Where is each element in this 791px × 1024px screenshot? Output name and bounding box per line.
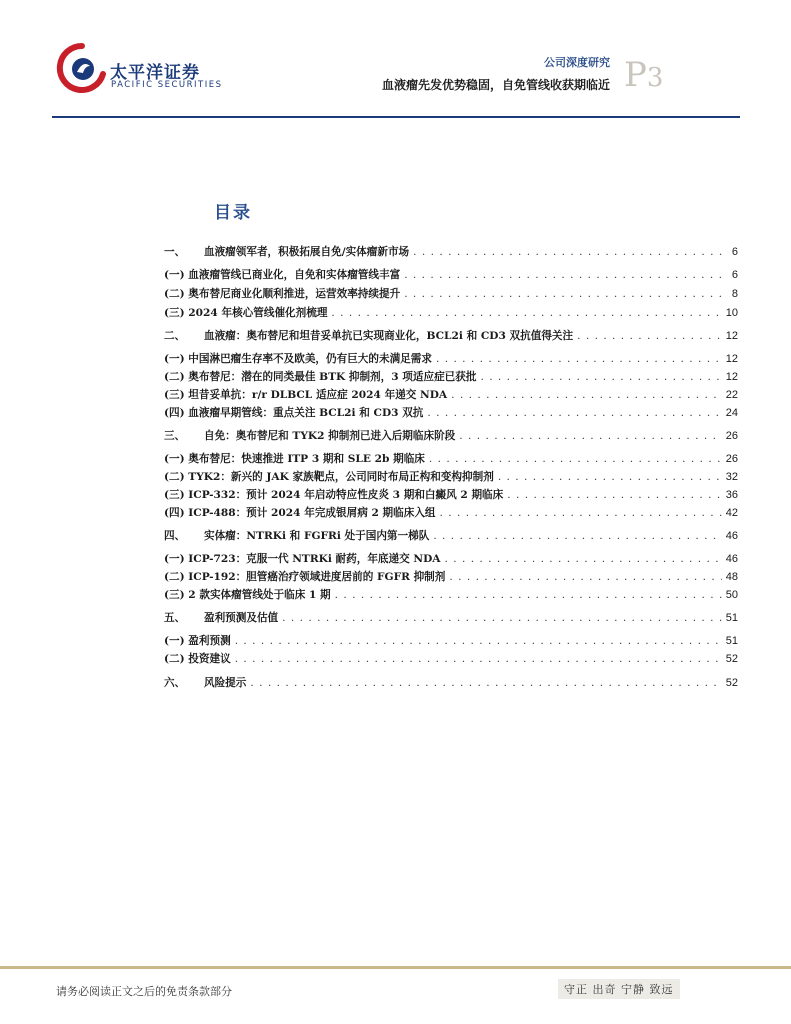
toc-page-number: 12 <box>725 353 738 365</box>
toc-entry[interactable] <box>164 587 738 605</box>
toc-leader-dots <box>459 430 721 442</box>
toc-page-number: 12 <box>725 330 738 342</box>
toc-entry-title: 实体瘤：NTRKi 和 FGFRi 处于国内第一梯队 <box>204 530 430 542</box>
toc-leader-dots <box>235 635 722 647</box>
toc-leader-dots <box>440 507 722 519</box>
toc-page-number: 24 <box>725 407 738 419</box>
toc-entry-title: (四) ICP-488：预计 2024 年完成银屑病 2 期临床入组 <box>164 507 436 519</box>
toc-leader-dots <box>235 653 722 665</box>
toc-entry[interactable] <box>164 387 738 405</box>
toc-heading: 目录 <box>214 203 252 223</box>
toc-leader-dots <box>577 330 722 342</box>
toc-entry[interactable] <box>164 551 738 569</box>
toc-page-number: 42 <box>725 507 738 519</box>
toc-entry-title: (三) 坦昔妥单抗：r/r DLBCL 适应症 2024 年递交 NDA <box>164 389 448 401</box>
toc-entry[interactable] <box>164 610 738 628</box>
toc-entry-title: (一) ICP-723：克服一代 NTRKi 耐药，年底递交 NDA <box>164 553 441 565</box>
toc-page-number: 32 <box>725 471 738 483</box>
toc-page-number: 22 <box>725 389 738 401</box>
toc-page-number: 51 <box>725 635 738 647</box>
toc-entry[interactable] <box>164 351 738 369</box>
toc-entry-title: 风险提示 <box>204 677 247 689</box>
toc-leader-dots <box>404 269 728 281</box>
toc-leader-dots <box>451 389 722 401</box>
toc-entry-title: (一) 血液瘤管线已商业化，自免和实体瘤管线丰富 <box>164 269 401 281</box>
report-type: 公司深度研究 <box>544 56 610 69</box>
toc-leader-dots <box>250 677 721 689</box>
toc-entry-title: 血液瘤领军者，积极拓展自免/实体瘤新市场 <box>204 246 410 258</box>
toc-entry[interactable] <box>164 569 738 587</box>
toc-entry[interactable] <box>164 505 738 523</box>
toc-entry[interactable] <box>164 286 738 304</box>
footer-divider <box>0 966 791 969</box>
report-title: 血液瘤先发优势稳固，自免管线收获期临近 <box>381 78 610 92</box>
toc-page-number: 8 <box>731 288 738 300</box>
toc-leader-dots <box>429 453 722 465</box>
page-number: 3 <box>646 63 664 93</box>
toc-entry-title: (三) ICP-332：预计 2024 年启动特应性皮炎 3 期和白癜风 2 期临床 <box>164 489 504 501</box>
toc-page-number: 26 <box>725 453 738 465</box>
footer-motto: 守正 出奇 宁静 致远 <box>558 979 680 999</box>
toc-entry-title: (二) ICP-192：胆管癌治疗领域进度居前的 FGFR 抑制剂 <box>164 571 446 583</box>
toc-entry-title: (一) 中国淋巴瘤生存率不及欧美，仍有巨大的未满足需求 <box>164 353 432 365</box>
toc-entry[interactable] <box>164 633 738 651</box>
footer-disclaimer: 请务必阅读正文之后的免责条款部分 <box>56 985 232 998</box>
toc-leader-dots <box>404 288 728 300</box>
toc-leader-dots <box>436 353 722 365</box>
toc-entry[interactable] <box>164 451 738 469</box>
toc-leader-dots <box>507 489 722 501</box>
toc-page-number: 26 <box>725 430 738 442</box>
toc-section-number: 四、 <box>164 530 186 542</box>
toc-page-number: 52 <box>725 653 738 665</box>
toc-leader-dots <box>427 407 721 419</box>
toc-entry[interactable] <box>164 244 738 262</box>
page-header <box>0 0 791 120</box>
toc-page-number: 46 <box>725 553 738 565</box>
toc-entry[interactable] <box>164 428 738 446</box>
toc-section-number: 六、 <box>164 677 186 689</box>
toc-entry-title: (一) 盈利预测 <box>164 635 231 647</box>
toc-entry-title: 血液瘤：奥布替尼和坦昔妥单抗已实现商业化，BCL2i 和 CD3 双抗值得关注 <box>204 330 574 342</box>
toc-page-number: 10 <box>725 307 738 319</box>
pacific-securities-logo-icon <box>56 42 108 94</box>
logo-chinese-name: 太平洋证券 <box>110 63 200 83</box>
toc-page-number: 48 <box>725 571 738 583</box>
toc-page-number: 12 <box>725 371 738 383</box>
toc-page-number: 6 <box>731 269 738 281</box>
page-letter: P <box>624 55 647 95</box>
toc-section-number: 五、 <box>164 612 186 624</box>
toc-entry[interactable] <box>164 328 738 346</box>
toc-entry-title: (三) 2 款实体瘤管线处于临床 1 期 <box>164 589 331 601</box>
header-divider <box>52 116 740 118</box>
toc-entry[interactable] <box>164 487 738 505</box>
toc-section-number: 三、 <box>164 430 186 442</box>
toc-leader-dots <box>449 571 721 583</box>
toc-entry-title: (四) 血液瘤早期管线：重点关注 BCL2i 和 CD3 双抗 <box>164 407 424 419</box>
toc-entry[interactable] <box>164 369 738 387</box>
toc-entry[interactable] <box>164 528 738 546</box>
toc-entry-title: 自免：奥布替尼和 TYK2 抑制剂已进入后期临床阶段 <box>204 430 456 442</box>
toc-leader-dots <box>331 307 721 319</box>
toc-entry[interactable] <box>164 267 738 285</box>
toc-leader-dots <box>444 553 721 565</box>
toc-page-number: 6 <box>731 246 738 258</box>
toc-leader-dots <box>282 612 722 624</box>
toc-page-number: 50 <box>725 589 738 601</box>
toc-entry-title: (二) 投资建议 <box>164 653 231 665</box>
toc-entry-title: 盈利预测及估值 <box>204 612 279 624</box>
toc-entry-title: (二) 奥布替尼商业化顺利推进，运营效率持续提升 <box>164 288 401 300</box>
toc-leader-dots <box>433 530 721 542</box>
toc-leader-dots <box>480 371 721 383</box>
toc-section-number: 一、 <box>164 246 186 258</box>
toc-entry-title: (一) 奥布替尼：快速推进 ITP 3 期和 SLE 2b 期临床 <box>164 453 425 465</box>
toc-entry[interactable] <box>164 675 738 693</box>
toc-page-number: 36 <box>725 489 738 501</box>
toc-entry[interactable] <box>164 469 738 487</box>
toc-entry-title: (三) 2024 年核心管线催化剂梳理 <box>164 307 328 319</box>
logo-english-name: PACIFIC SECURITIES <box>111 80 223 90</box>
toc-entry[interactable] <box>164 305 738 323</box>
toc-page-number: 46 <box>725 530 738 542</box>
toc-entry[interactable] <box>164 405 738 423</box>
toc-entry-title: (二) 奥布替尼：潜在的同类最佳 BTK 抑制剂，3 项适应症已获批 <box>164 371 477 383</box>
toc-page-number: 52 <box>725 677 738 689</box>
toc-leader-dots <box>498 471 722 483</box>
page-marker <box>624 55 664 95</box>
toc-leader-dots <box>413 246 728 258</box>
toc-leader-dots <box>335 589 722 601</box>
toc-section-number: 二、 <box>164 330 186 342</box>
toc-page-number: 51 <box>725 612 738 624</box>
toc-entry-title: (二) TYK2：新兴的 JAK 家族靶点，公司同时布局正构和变构抑制剂 <box>164 471 494 483</box>
toc-entry[interactable] <box>164 651 738 669</box>
